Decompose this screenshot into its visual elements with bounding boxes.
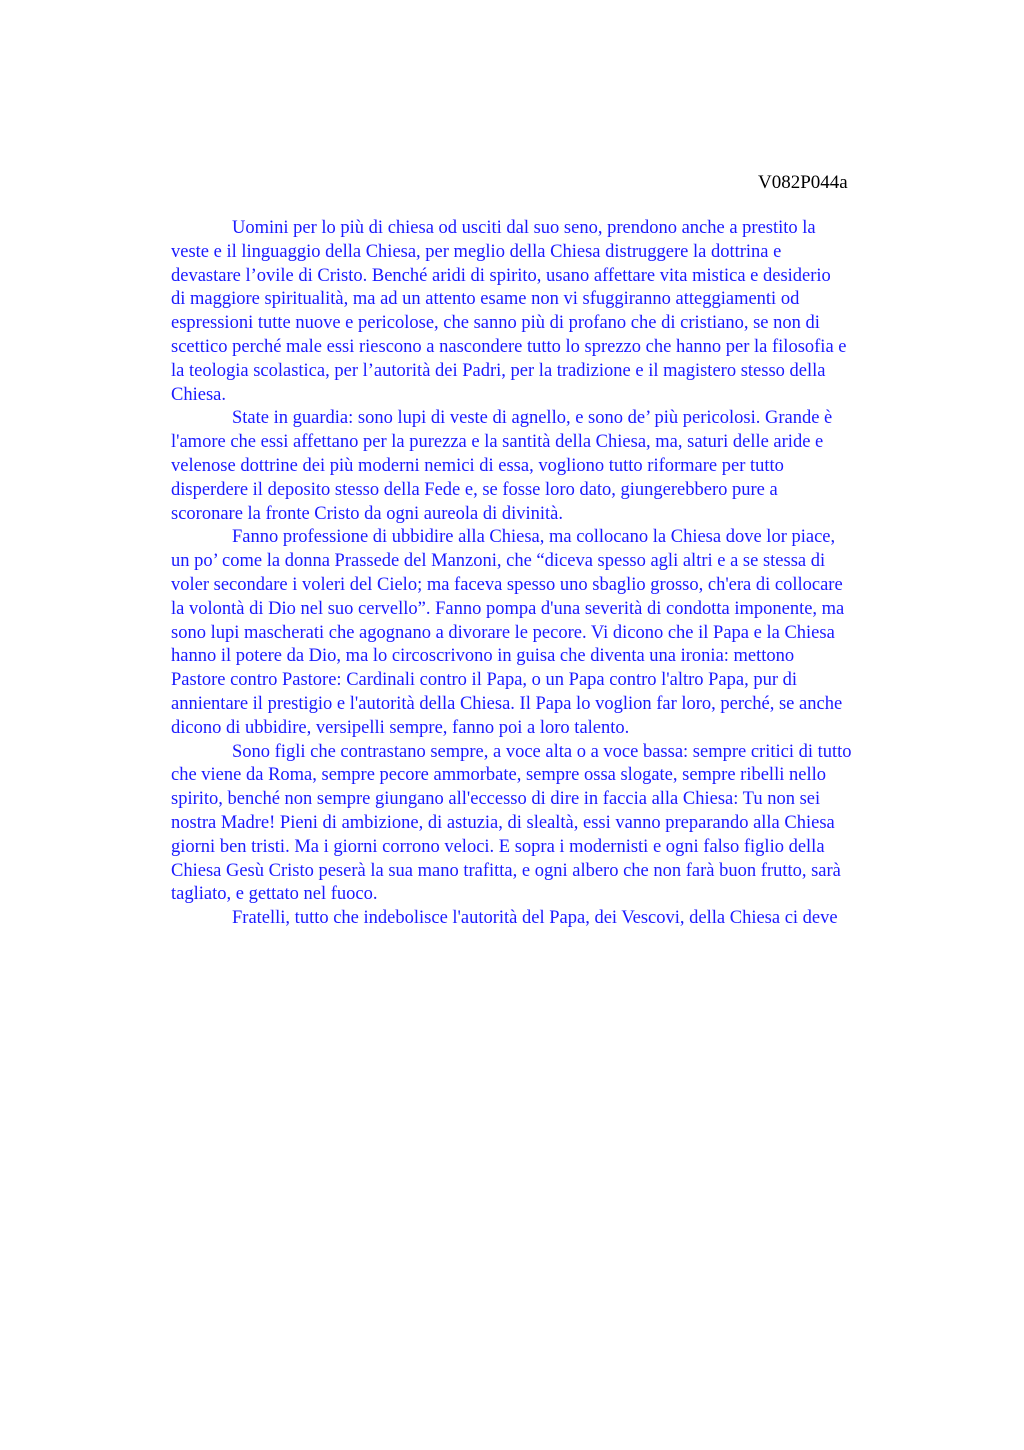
text-line: espressioni tutte nuove e pericolose, che sanno più di profano che di cristiano, se non di [171, 313, 820, 334]
text-line: devastare l’ovile di Cristo. Benché aridi di spirito, usano affettare vita mistica e desiderio [171, 265, 831, 286]
paragraph-1 [171, 217, 931, 407]
document-body [171, 217, 931, 931]
text-line: Chiesa Gesù Cristo peserà la sua mano trafitta, e ogni albero che non farà buon frutto, sarà [171, 860, 841, 881]
text-line: velenose dottrine dei più moderni nemici di essa, vogliono tutto riformare per tutto [171, 455, 784, 476]
text-line: la volontà di Dio nel suo cervello”. Fanno pompa d'una severità di condotta imponente, ma [171, 598, 845, 619]
text-line: tagliato, e gettato nel fuoco. [171, 884, 378, 905]
text-line: voler secondare i voleri del Cielo; ma faceva spesso uno sbaglio grosso, ch'era di collocare [171, 574, 843, 595]
text-line: scoronare la fronte Cristo da ogni aureola di divinità. [171, 503, 563, 524]
text-line: disperdere il deposito stesso della Fede e, se fosse loro dato, giungerebbero pure a [171, 479, 778, 500]
text-line: un po’ come la donna Prassede del Manzoni, che “diceva spesso agli altri e a se stessa di [171, 551, 826, 572]
text-line: Pastore contro Pastore: Cardinali contro il Papa, o un Papa contro l'altro Papa, pur di [171, 670, 798, 691]
paragraph-3 [171, 526, 931, 740]
text-line: hanno il potere da Dio, ma lo circoscrivono in guisa che diventa una ironia: mettono [171, 646, 795, 667]
text-line: Fanno professione di ubbidire alla Chiesa, ma collocano la Chiesa dove lor piace, [232, 527, 836, 548]
text-line: spirito, benché non sempre giungano all'eccesso di dire in faccia alla Chiesa: Tu non sei [171, 789, 821, 810]
text-line: la teologia scolastica, per l’autorità dei Padri, per la tradizione e il magistero stesso della [171, 360, 826, 381]
text-line: giorni ben tristi. Ma i giorni corrono veloci. E sopra i modernisti e ogni falso figlio della [171, 836, 825, 857]
text-line: l'amore che essi affettano per la purezza e la santità della Chiesa, ma, saturi delle aride e [171, 432, 824, 453]
paragraph-5 [171, 907, 931, 931]
text-line: nostra Madre! Pieni di ambizione, di astuzia, di slealtà, essi vanno preparando alla Chiesa [171, 812, 835, 833]
text-line: Uomini per lo più di chiesa od usciti dal suo seno, prendono anche a prestito la [232, 218, 816, 238]
document-id-label: V082P044a [758, 172, 848, 193]
text-line: che viene da Roma, sempre pecore ammorbate, sempre ossa slogate, sempre ribelli nello [171, 765, 826, 786]
paragraph-2 [171, 407, 931, 526]
text-line: annientare il prestigio e l'autorità della Chiesa. Il Papa lo voglion far loro, perché, se anche [171, 693, 843, 714]
paragraph-4 [171, 741, 931, 908]
text-line: Chiesa. [171, 384, 226, 405]
text-line: State in guardia: sono lupi di veste di agnello, e sono de’ più pericolosi. Grande è [232, 408, 833, 429]
text-line: scettico perché male essi riescono a nascondere tutto lo sprezzo che hanno per la filosofia e [171, 336, 847, 357]
text-line: Fratelli, tutto che indebolisce l'autorità del Papa, dei Vescovi, della Chiesa ci deve [232, 908, 838, 929]
text-line: veste e il linguaggio della Chiesa, per meglio della Chiesa distruggere la dottrina e [171, 241, 782, 262]
text-line: sono lupi mascherati che agognano a divorare le pecore. Vi dicono che il Papa e la Chiesa [171, 622, 835, 643]
text-line: di maggiore spiritualità, ma ad un attento esame non vi sfuggiranno atteggiamenti od [171, 289, 800, 310]
text-line: dicono di ubbidire, versipelli sempre, fanno poi a loro talento. [171, 717, 630, 738]
text-line: Sono figli che contrastano sempre, a voce alta o a voce bassa: sempre critici di tutto [232, 741, 852, 762]
